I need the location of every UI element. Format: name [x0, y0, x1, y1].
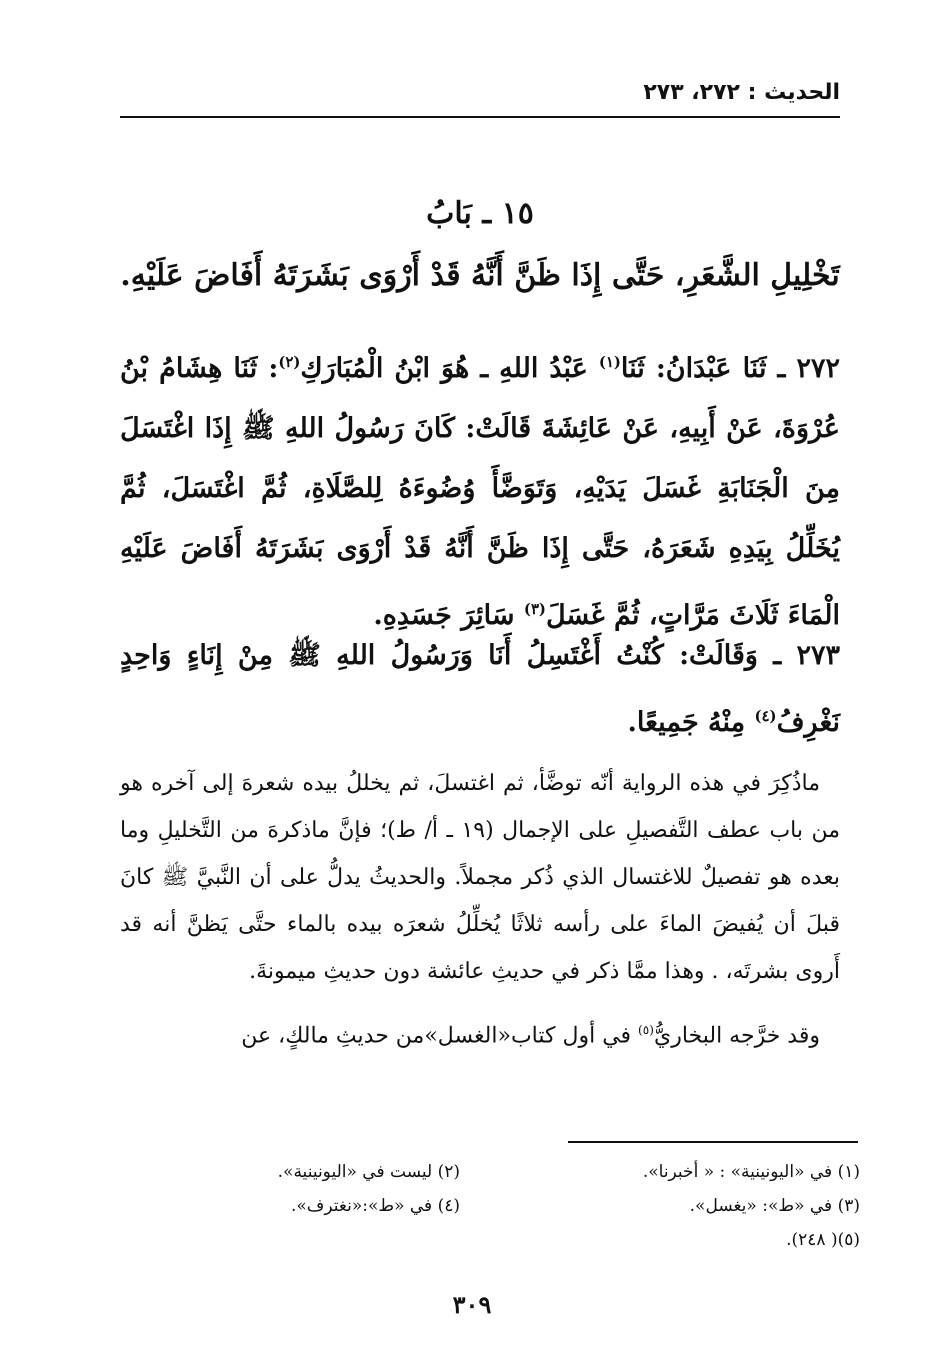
commentary-paragraph: [120, 1007, 840, 1059]
chapter-title: تَخْلِيلِ الشَّعَرِ، حَتَّى إِذَا ظَنَّ أَنَّهُ قَدْ أَرْوَى بَشَرَتَهُ أَفَاضَ عَلَيْهِ.: [120, 258, 840, 293]
hadith-272: [120, 332, 840, 646]
footnote-4: (٤) في «ط»:«نغترف».: [290, 1196, 460, 1216]
hadith-273-text: مِنْهُ جَمِيعًا.: [627, 707, 755, 738]
chapter-number: ١٥ ـ بَابُ: [426, 196, 534, 231]
footnote-1: (١) في «اليونينية» : « أخبرنا».: [642, 1162, 860, 1182]
footnote-2: (٢) ليست في «اليونينية».: [277, 1162, 460, 1182]
commentary-paragraph: ماذُكِرَ في هذه الرواية أنّه توضَّأ، ثم اغتسلَ، ثم يخللُ بيده شعرهَ إلى آخره هو من باب عطف التَّفصيلِ على الإجمال (١٩ ـ أ/ ط)؛ فإنَّ ماذكرهَ من التَّخليلِ وما بعده هو تفصيلٌ للاغتسال الذي ذُكر مجملاً. والحديثُ يدلُّ على أن النَّبيَّ ﷺ كانَ قبلَ أن يُفيضَ الماءَ على رأسه ثلاثًا يُخلِّلُ شعرَه بيده بالماء حتَّى يَظنَّ أنه قد أَروى بشرتَه، . وهذا ممَّا ذكر في حديثِ عائشة دون حديثِ ميمونةَ.: [120, 771, 840, 984]
commentary-text: وقد خرَّجه البخاريُّ: [653, 1023, 820, 1049]
page-number: ٣٠٩: [452, 1290, 492, 1319]
footnote-ref-2[interactable]: (٢): [278, 353, 301, 371]
footnote-ref-1[interactable]: (١): [598, 353, 621, 371]
hadith-272-text: : ثَنَا هِشَامُ بْنُ عُرْوَةَ، عَنْ أَبِيهِ، عَنْ عَائِشَةَ قَالَتْ: كَانَ رَسُولُ اللهِ ﷺ إِذَا اغْتَسَلَ مِنَ الْجَنَابَةِ غَسَلَ يَدَيْهِ، وَتَوَضَّأَ وُضُوءَهُ لِلصَّلَاةِ، ثُمَّ اغْتَسَلَ، ثُمَّ يُخَلِّلُ بِيَدِهِ شَعَرَهُ، حَتَّى إِذَا ظَنَّ أَنَّهُ قَدْ أَرْوَى بَشَرَتَهُ أَفَاضَ عَلَيْهِ الْمَاءَ ثَلَاثَ مَرَّاتٍ، ثُمَّ غَسَلَ: [120, 353, 840, 631]
hadith-273-text: ٢٧٣ ـ وَقَالَتْ: كُنْتُ أَغْتَسِلُ أَنَا وَرَسُولُ اللهِ ﷺ مِنْ إِنَاءٍ وَاحِدٍ نَغْرِفُ: [120, 640, 840, 738]
footnotes: [120, 1155, 860, 1257]
footnote-row: [120, 1223, 860, 1257]
footnote-row: [120, 1189, 860, 1223]
footnote-3: (٣) في «ط»: «يغسل».: [689, 1196, 860, 1216]
commentary: [120, 760, 840, 1059]
commentary-text: في أول كتاب«الغسل»من حديثِ مالكٍ، عن: [241, 1023, 639, 1049]
footnote-ref-4[interactable]: (٤): [754, 707, 777, 725]
footnote-ref-3[interactable]: (٣): [523, 600, 546, 618]
footnote-rule: [568, 1141, 858, 1143]
running-head: الحديث : ٢٧٢، ٢٧٣: [643, 80, 840, 105]
hadith-272-text: سَائِرَ جَسَدِهِ.: [373, 600, 524, 631]
hadith-273: [120, 626, 840, 753]
footnote-5: (٥)( ٢٤٨).: [786, 1230, 860, 1250]
footnote-row: [120, 1155, 860, 1189]
hadith-272-text: عَبْدُ اللهِ ـ هُوَ ابْنُ الْمُبَارَكِ: [300, 353, 599, 384]
header-rule: [120, 116, 840, 118]
hadith-272-text: ٢٧٢ ـ ثَنَا عَبْدَانُ: ثَنَا: [620, 353, 840, 384]
footnote-ref-5[interactable]: (٥): [638, 1023, 654, 1037]
